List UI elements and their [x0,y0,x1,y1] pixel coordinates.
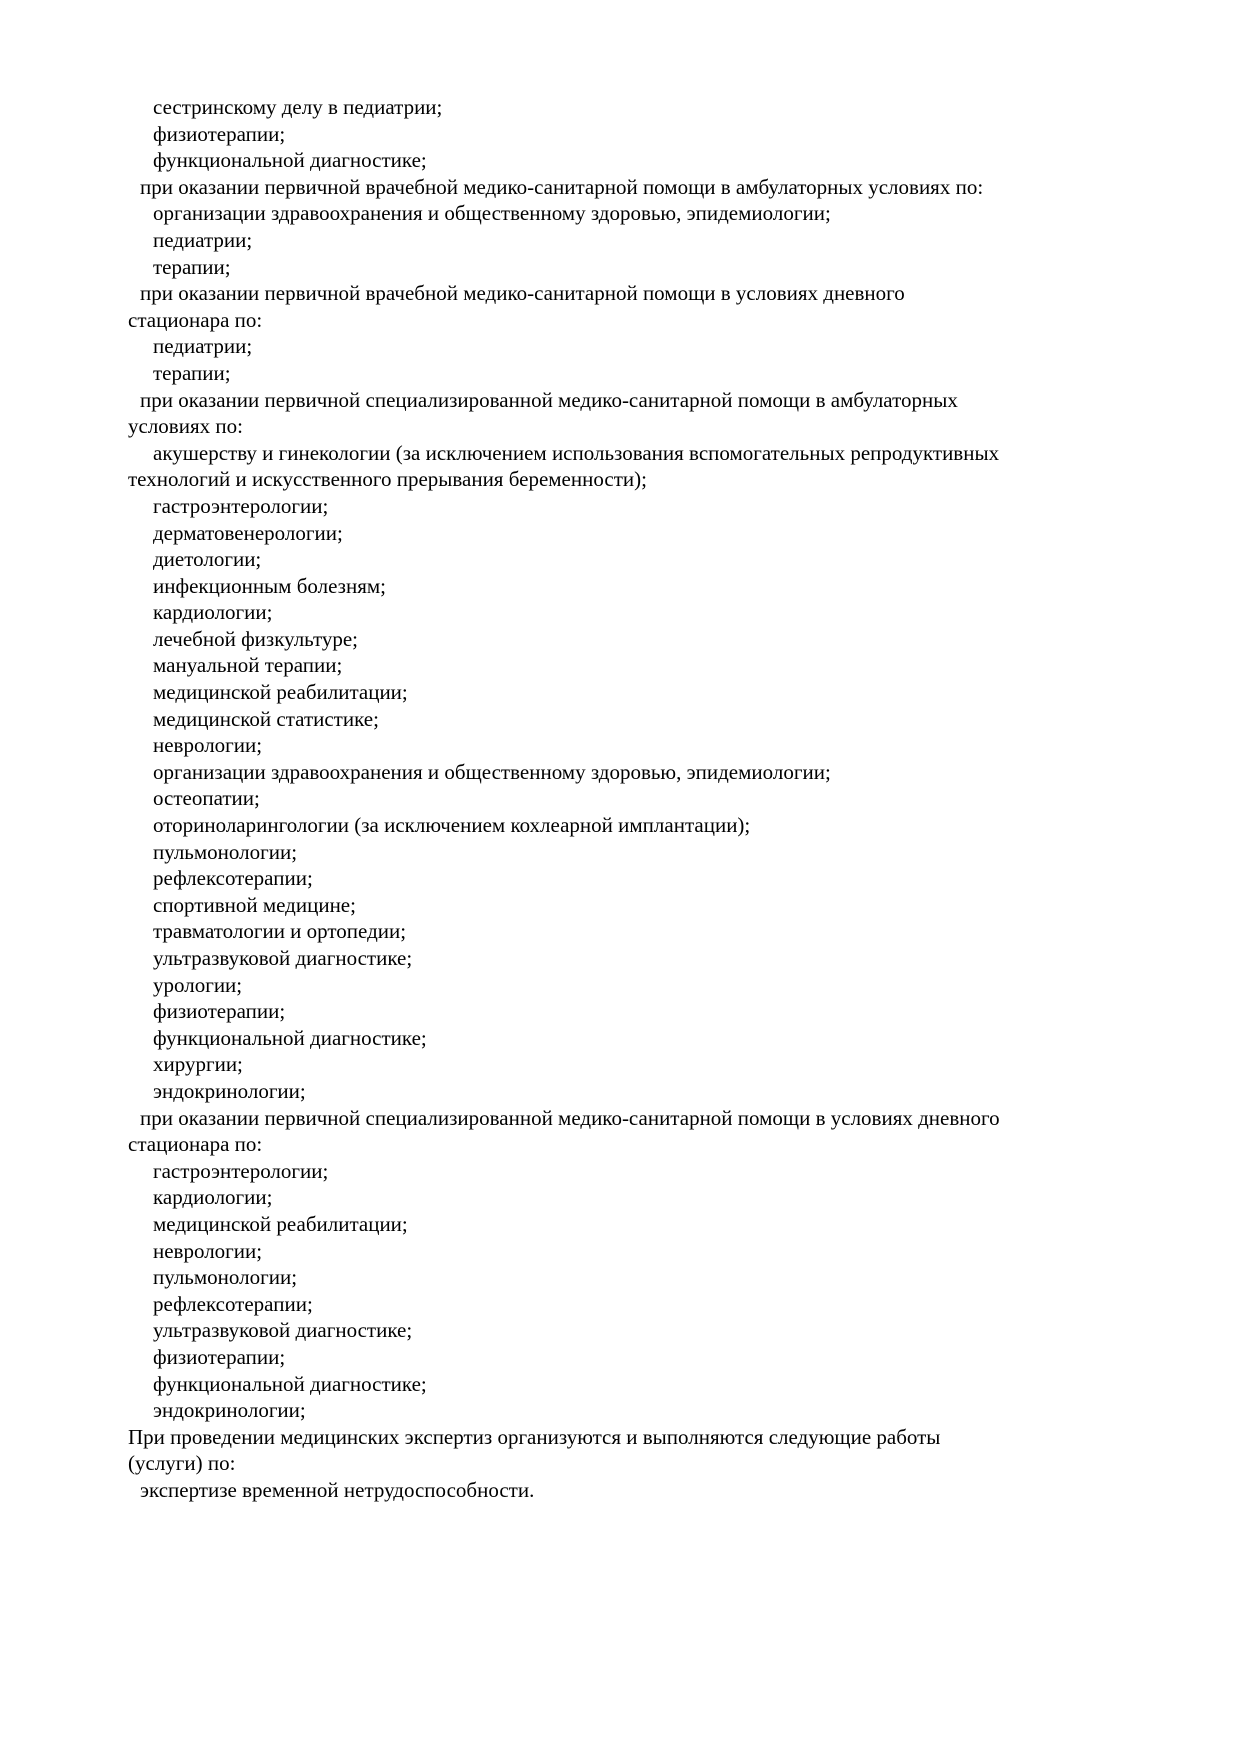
text-line: технологий и искусственного прерывания беременности); [128,467,647,492]
text-line: сестринскому делу в педиатрии; [153,95,443,119]
text-line: хирургии; [153,1052,243,1077]
text-line: рефлексотерапии; [153,1291,313,1316]
text-line: дерматовенерологии; [153,520,343,545]
text-line: медицинской реабилитации; [153,680,408,705]
text-line: медицинской реабилитации; [153,1211,408,1236]
text-line: ультразвуковой диагностике; [153,1318,413,1343]
text-line: мануальной терапии; [153,653,343,678]
text-line: (услуги) по: [128,1451,236,1476]
document-lines [128,94,1180,1503]
text-line: остеопатии; [153,786,260,811]
text-line: акушерству и гинекологии (за исключением использования вспомогательных репродуктивных [153,440,1000,465]
text-line: организации здравоохранения и общественному здоровью, эпидемиологии; [153,201,831,226]
text-line: терапии; [153,360,231,385]
text-line: организации здравоохранения и общественному здоровью, эпидемиологии; [153,759,831,784]
text-line: при оказании первичной врачебной медико-санитарной помощи в амбулаторных условиях по: [140,174,984,199]
text-line: условиях по: [128,414,243,439]
text-line: лечебной физкультуре; [153,626,359,651]
text-line: спортивной медицине; [153,892,356,917]
text-line: педиатрии; [153,334,253,359]
text-line: при оказании первичной специализированной медико-санитарной помощи в амбулаторных [140,387,958,412]
text-line: педиатрии; [153,227,253,252]
text-line: физиотерапии; [153,121,286,146]
text-line: терапии; [153,254,231,279]
text-line: пульмонологии; [153,839,298,864]
text-line: функциональной диагностике; [153,1025,427,1050]
text-line: ультразвуковой диагностике; [153,946,413,970]
text-line: кардиологии; [153,600,273,625]
text-line: оториноларингологии (за исключением кохлеарной имплантации); [153,813,751,838]
text-line: неврологии; [153,733,263,758]
text-line: кардиологии; [153,1185,273,1210]
text-line: функциональной диагностике; [153,1371,427,1396]
text-line: При проведении медицинских экспертиз организуются и выполняются следующие работы [128,1424,941,1449]
text-line: травматологии и ортопедии; [153,919,407,944]
text-line: стационара по: [128,1132,263,1157]
text-line: медицинской статистике; [153,706,379,731]
text-line: пульмонологии; [153,1265,298,1290]
text-line: диетологии; [153,547,262,572]
text-line: урологии; [153,972,243,997]
text-line: эндокринологии; [153,1078,306,1103]
text-line: физиотерапии; [153,1344,286,1369]
text-line: рефлексотерапии; [153,866,313,891]
text-line: функциональной диагностике; [153,148,427,173]
text-line: инфекционным болезням; [153,573,386,598]
text-line: неврологии; [153,1238,263,1263]
text-line: при оказании первичной специализированной медико-санитарной помощи в условиях дневного [140,1105,1000,1130]
text-line: эндокринологии; [153,1398,306,1423]
text-line: при оказании первичной врачебной медико-санитарной помощи в условиях дневного [140,281,905,306]
text-line: стационара по: [128,307,263,332]
text-line: гастроэнтерологии; [153,1158,329,1183]
text-line: экспертизе временной нетрудоспособности. [140,1477,535,1502]
text-line: гастроэнтерологии; [153,493,329,518]
text-line: физиотерапии; [153,999,286,1024]
